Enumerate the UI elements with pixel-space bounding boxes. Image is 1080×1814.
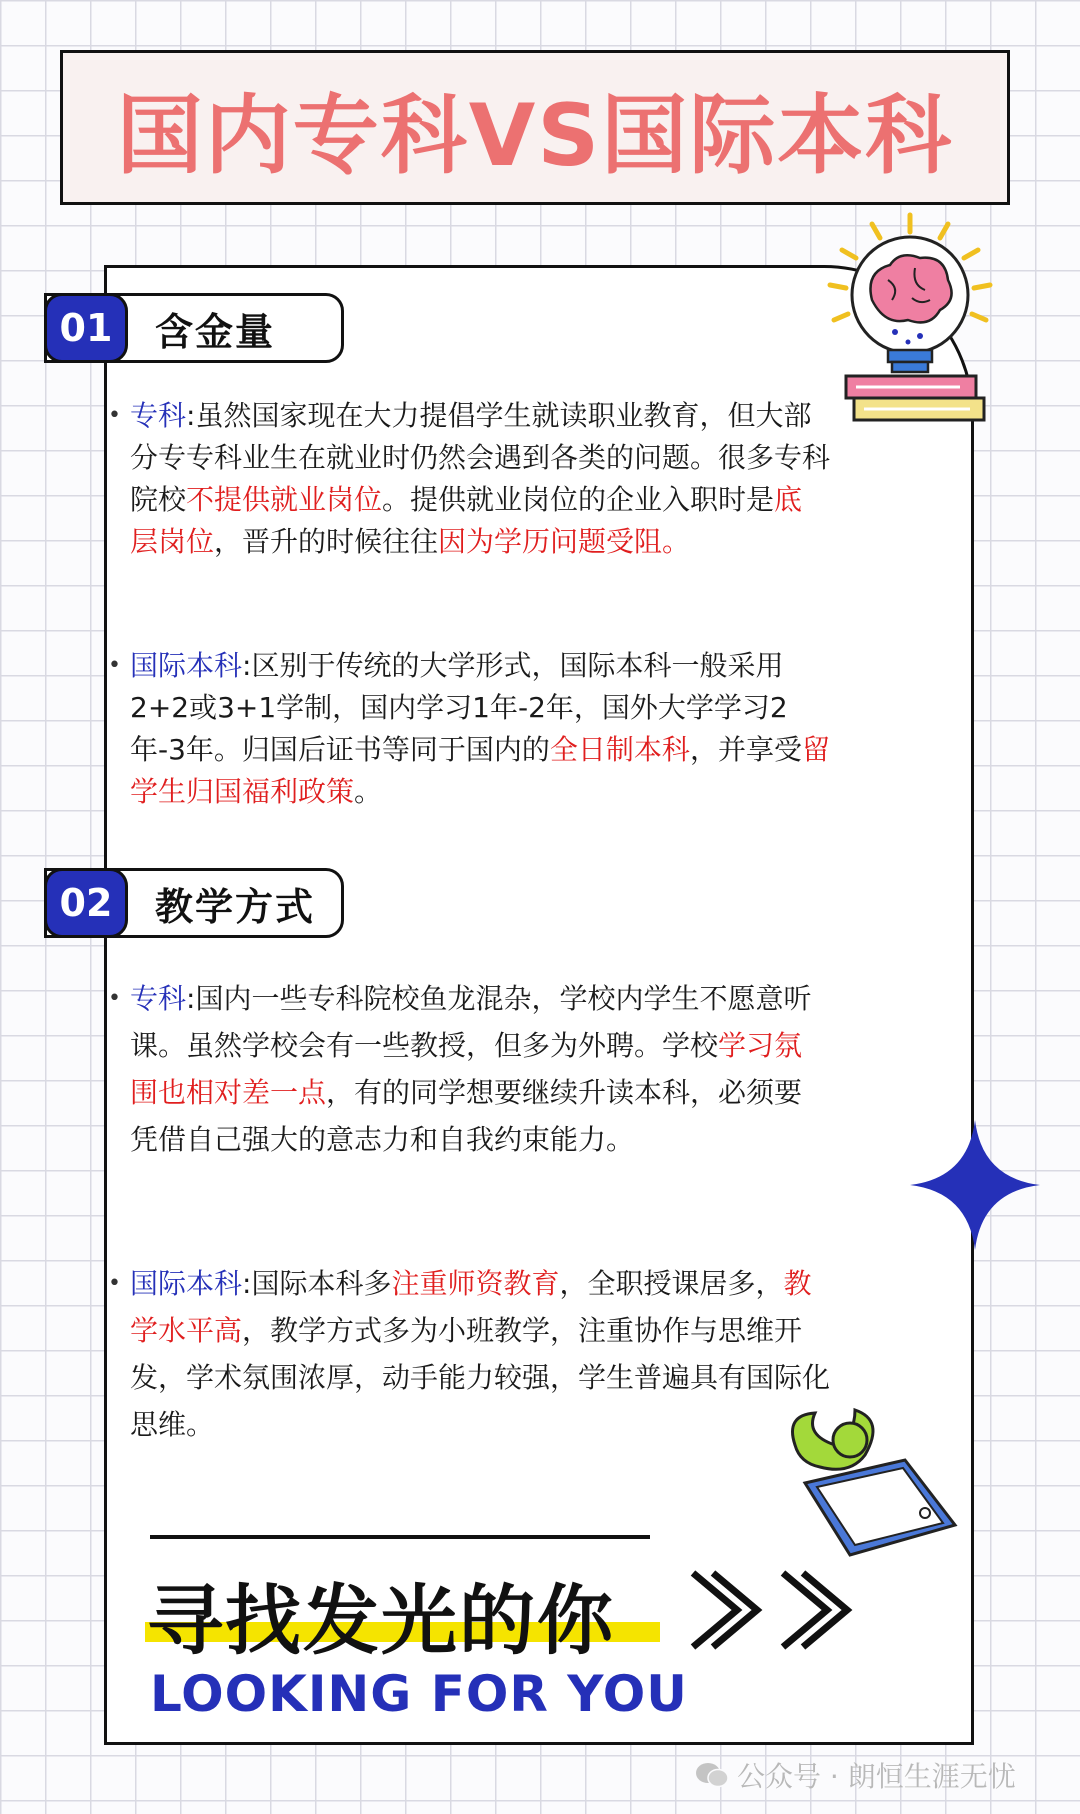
section-label: 含金量: [155, 309, 276, 354]
item-label: 专科: [130, 982, 187, 1015]
body-text: ，晋升的时候往往: [214, 525, 439, 558]
bullet: •: [108, 403, 121, 428]
highlight-text: 底层岗位: [130, 483, 803, 558]
section-tag-1: [44, 293, 344, 363]
item-label: 国际本科: [130, 649, 243, 682]
body-text: :国际本科多: [242, 1267, 392, 1300]
item-label: 国际本科: [130, 1267, 243, 1300]
double-chevron-right-icon: [685, 1565, 855, 1655]
section-number: 01: [44, 293, 128, 363]
body-text: :区别于传统的大学形式，国际本科一般采用2+2或3+1学制，国内学习1年-2年，国外大学学习2年-3年。归国后证书等同于国内的: [130, 649, 788, 766]
body-text: ，有的同学想要继续升读本科，必须要凭借自己强大的意志力和自我约束能力。: [130, 1076, 803, 1156]
title-banner: [60, 50, 1010, 205]
body-text: :虽然国家现在大力提倡学生就读职业教育，但大部分专专科业生在就业时仍然会遇到各类的问题。很多专科院校: [130, 399, 831, 516]
body-text: 。: [354, 775, 383, 808]
body-text: :国内一些专科院校鱼龙混杂，学校内学生不愿意听课。虽然学校会有一些教授，但多为外聘。学校: [130, 982, 812, 1062]
highlight-text: 留学生归国福利政策: [130, 733, 830, 808]
paragraph-zhuanke-value: [108, 395, 831, 563]
wechat-icon: [695, 1761, 729, 1789]
highlight-text: 不提供就业岗位: [186, 483, 383, 516]
slogan-text: 寻找发光的你: [147, 1576, 615, 1665]
paragraph-zhuanke-teaching: [108, 975, 830, 1163]
body-text: ，全职授课居多，: [559, 1267, 784, 1300]
highlight-text: 注重师资教育: [391, 1267, 560, 1300]
highlight-text: 学习氛围也相对差一点: [130, 1029, 803, 1109]
page-title: 国内专科VS国际本科: [116, 85, 954, 186]
paragraph-intl-teaching: [108, 1260, 831, 1448]
section-tag-2: [44, 868, 344, 938]
slogan-block: [145, 1560, 665, 1665]
bullet: •: [108, 653, 121, 678]
item-label: 专科: [130, 399, 187, 432]
body-text: ，教学方式多为小班教学，注重协作与思维开发，学术氛围浓厚，动手能力较强，学生普遍具有国际化思维。: [130, 1314, 831, 1441]
bullet: •: [108, 1271, 121, 1296]
body-text: ，并享受: [689, 733, 802, 766]
highlight-text: 全日制本科: [549, 733, 690, 766]
watermark-text: 公众号 · 朗恒生涯无忧: [737, 1760, 1016, 1793]
phone-person-icon: [775, 1405, 965, 1565]
sparkle-star-icon: [910, 1120, 1040, 1250]
footer-divider: [150, 1535, 650, 1539]
lightbulb-brain-icon: [820, 210, 1000, 440]
body-text: 。提供就业岗位的企业入职时是: [382, 483, 775, 516]
highlight-text: 教学水平高: [130, 1267, 812, 1347]
bullet: •: [108, 986, 121, 1011]
paragraph-intl-value: [108, 645, 830, 813]
section-label: 教学方式: [155, 884, 316, 929]
slogan-subtitle: LOOKING FOR YOU: [150, 1665, 688, 1723]
highlight-text: 因为学历问题受阻。: [438, 525, 691, 558]
section-number: 02: [44, 868, 128, 938]
watermark: [695, 1755, 1016, 1795]
